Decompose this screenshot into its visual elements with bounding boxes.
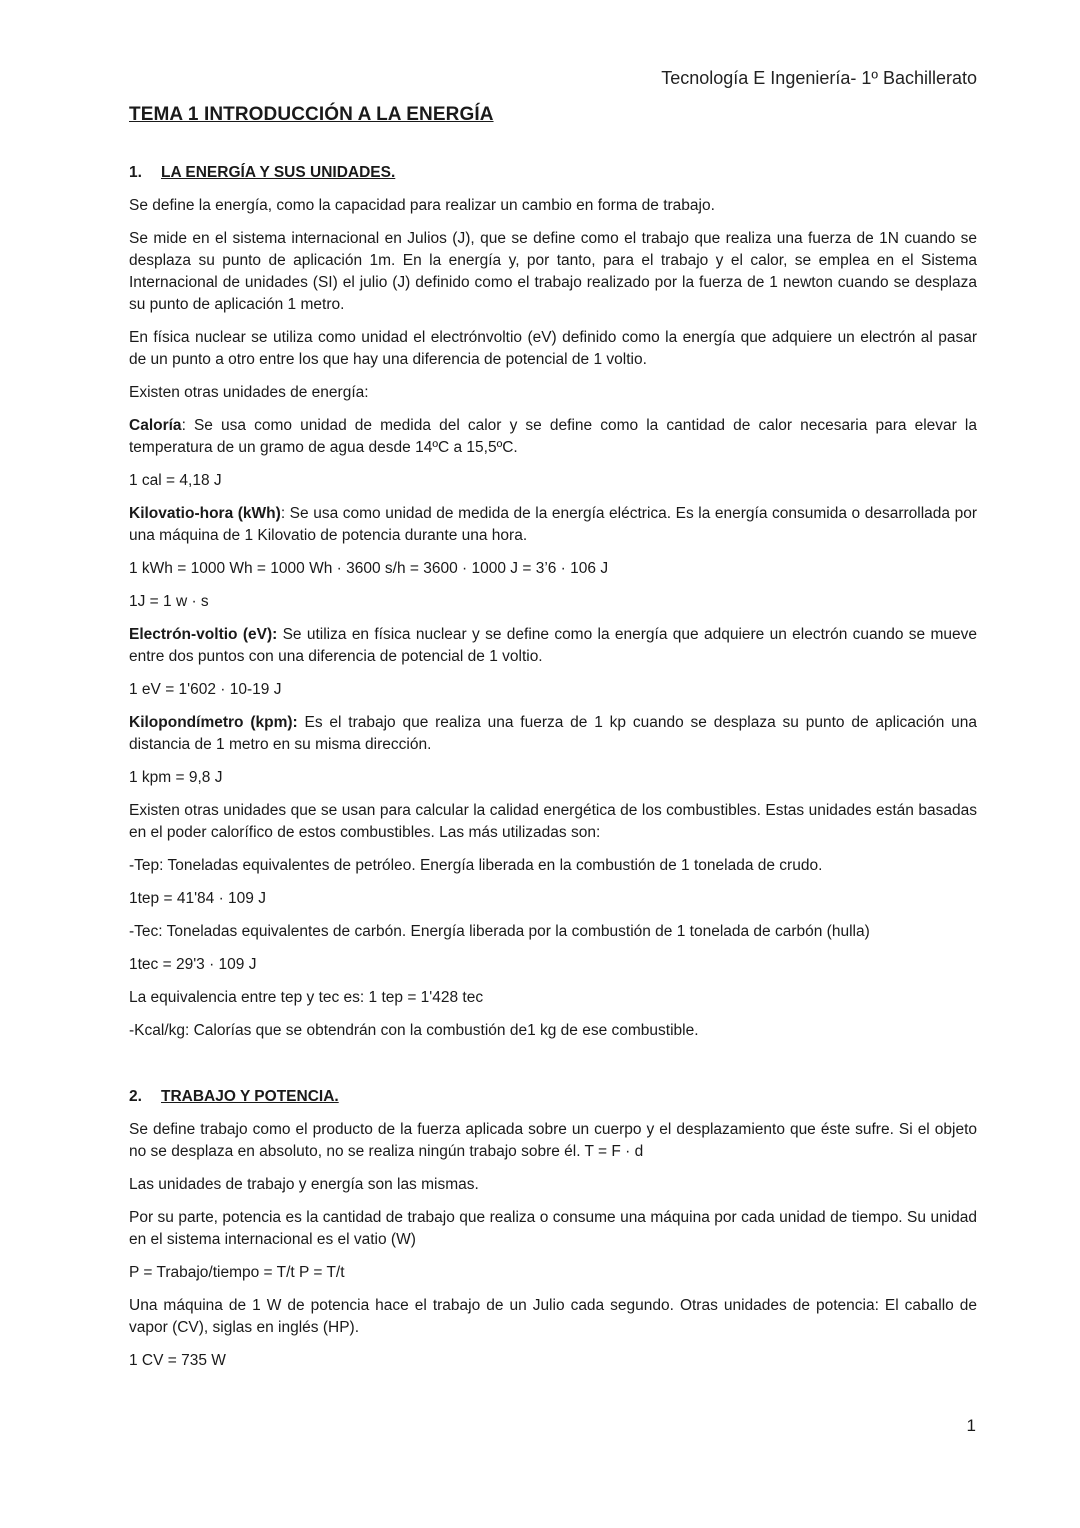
section-spacer — [129, 1053, 977, 1086]
equation-tec: 1tec = 29'3 · 109 J — [129, 956, 257, 973]
equation-cv: 1 CV = 735 W — [129, 1352, 226, 1369]
paragraph-tep: -Tep: Toneladas equivalentes de petróleo. Energía liberada en la combustión de 1 tonelada de crudo. — [129, 857, 823, 874]
paragraph-fuel-units: Existen otras unidades que se usan para calcular la calidad energética de los combustibles. Estas unidades están basadas en el poder calorífico de estos combustibles. Las más utilizadas son: — [129, 802, 977, 841]
equation-kpm: 1 kpm = 9,8 J — [129, 769, 223, 786]
paragraph-power-units: Una máquina de 1 W de potencia hace el trabajo de un Julio cada segundo. Otras unidades de potencia: El caballo de vapor (CV), siglas en inglés (HP). — [129, 1297, 977, 1336]
section-1-number: 1. — [129, 164, 142, 181]
equation-kwh: 1 kWh = 1000 Wh = 1000 Wh · 3600 s/h = 3600 · 1000 J = 3’6 · 106 J — [129, 560, 609, 577]
paragraph-tep-tec-equivalence: La equivalencia entre tep y tec es: 1 tep = 1'428 tec — [129, 989, 484, 1006]
paragraph-tec: -Tec: Toneladas equivalentes de carbón. Energía liberada por la combustión de 1 tonelada de carbón (hulla) — [129, 923, 870, 940]
paragraph-work-definition: Se define trabajo como el producto de la fuerza aplicada sobre un cuerpo y el desplazamiento que éste sufre. Si el objeto no se desplaza en absoluto, no se realiza ningún trabajo sobre él. T = F · d — [129, 1121, 977, 1160]
electron-voltio-description: Se utiliza en física nuclear y se define como la energía que adquiere un electrón cuando se mueve entre dos puntos con una diferencia de potencial de 1 voltio. — [129, 626, 978, 665]
paragraph-julio-definition: Se mide en el sistema internacional en Julios (J), que se define como el trabajo que realiza una fuerza de 1N cuando se desplaza su punto de aplicación 1m. En la energía y, por tanto, para el trabajo y el calor, se emplea en el Sistema Internacional de unidades (SI) el julio (J) definido como el trabajo realizado por la fuerza de 1 newton cuando se desplaza su punto de aplicación 1 metro. — [129, 230, 977, 313]
section-2-heading — [129, 1086, 977, 1108]
equation-tep: 1tep = 41'84 · 109 J — [129, 890, 266, 907]
kwh-description: : Se usa como unidad de medida de la energía eléctrica. Es la energía consumida o desarrollada por una máquina de 1 Kilovatio de potencia durante una hora. — [129, 505, 977, 544]
paragraph-kilopondimetro — [129, 712, 977, 756]
section-2-number: 2. — [129, 1088, 142, 1105]
paragraph-kwh — [129, 503, 977, 547]
paragraph-caloria — [129, 415, 977, 459]
page-header: Tecnología E Ingeniería- 1º Bachillerato — [661, 68, 977, 88]
equation-julio-ws: 1J = 1 w · s — [129, 593, 209, 610]
equation-ev: 1 eV = 1'602 · 10-19 J — [129, 681, 282, 698]
equation-caloria: 1 cal = 4,18 J — [129, 472, 222, 489]
caloria-description: : Se usa como unidad de medida del calor y se define como la cantidad de calor necesaria para elevar la temperatura de un gramo de agua desde 14ºC a 15,5ºC. — [129, 417, 977, 456]
page-number: 1 — [966, 1416, 976, 1435]
document-body — [129, 162, 977, 1383]
paragraph-energy-definition: Se define la energía, como la capacidad para realizar un cambio en forma de trabajo. — [129, 197, 715, 214]
paragraph-other-units: Existen otras unidades de energía: — [129, 384, 369, 401]
section-1-title: LA ENERGÍA Y SUS UNIDADES. — [161, 164, 396, 181]
paragraph-power-definition: Por su parte, potencia es la cantidad de trabajo que realiza o consume una máquina por cada unidad de tiempo. Su unidad en el sistema internacional es el vatio (W) — [129, 1209, 977, 1248]
section-1-heading — [129, 162, 977, 184]
section-2-title: TRABAJO Y POTENCIA. — [161, 1088, 339, 1105]
paragraph-electron-voltio — [129, 624, 977, 668]
paragraph-electronvolt-intro: En física nuclear se utiliza como unidad el electrónvoltio (eV) definido como la energía que adquiere un electrón al pasar de un punto a otro entre los que hay una diferencia de potencial de 1 voltio. — [129, 329, 977, 368]
term-electron-voltio: Electrón-voltio (eV): — [129, 626, 278, 643]
page-title: TEMA 1 INTRODUCCIÓN A LA ENERGÍA — [129, 104, 494, 125]
term-kwh: Kilovatio-hora (kWh) — [129, 505, 281, 522]
paragraph-kcal-kg: -Kcal/kg: Calorías que se obtendrán con la combustión de1 kg de ese combustible. — [129, 1022, 699, 1039]
equation-power: P = Trabajo/tiempo = T/t P = T/t — [129, 1264, 345, 1281]
kilopondimetro-description: Es el trabajo que realiza una fuerza de 1 kp cuando se desplaza su punto de aplicación una distancia de 1 metro en su misma dirección. — [129, 714, 977, 753]
term-caloria: Caloría — [129, 417, 182, 434]
paragraph-work-units: Las unidades de trabajo y energía son las mismas. — [129, 1176, 479, 1193]
term-kilopondimetro: Kilopondímetro (kpm): — [129, 714, 298, 731]
